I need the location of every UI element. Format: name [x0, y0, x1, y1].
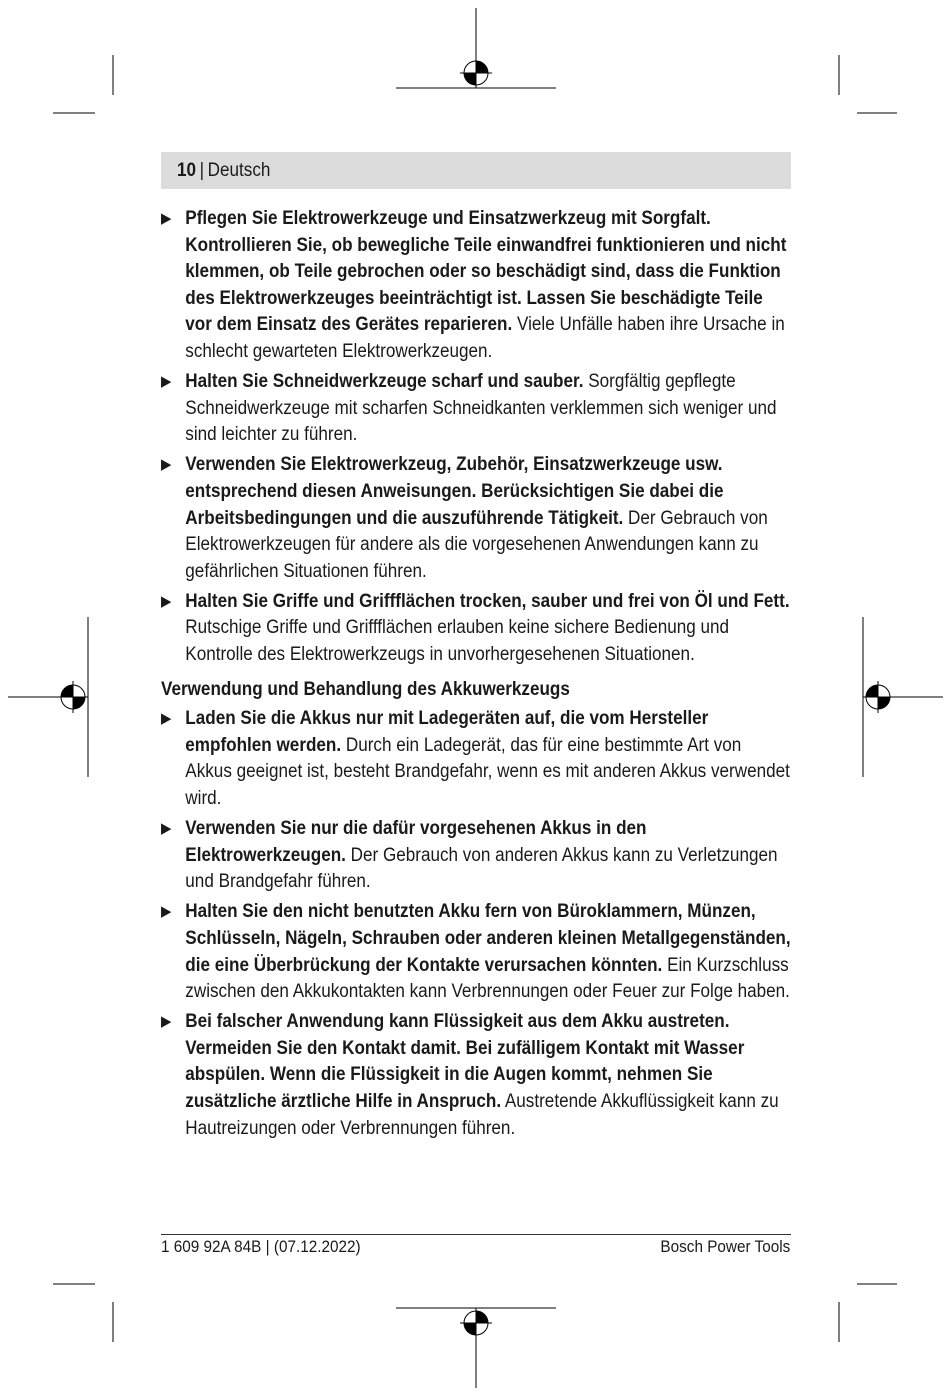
- list-item-emphasis: Halten Sie Griffe und Griffflächen trocken, sauber und frei von Öl und Fett.: [185, 590, 790, 612]
- bullet-arrow-icon: ▶: [161, 592, 172, 610]
- page-number: 10: [177, 159, 197, 181]
- list-item: [161, 899, 791, 1005]
- list-item-emphasis: Verwenden Sie nur die dafür vorgesehenen Akkus in den Elektrowerkzeugen.: [185, 818, 647, 866]
- list-item-text: Ein Kurzschluss zwischen den Akkukontakten kann Verbrennungen oder Feuer zur Folge haben.: [185, 954, 790, 1003]
- list-item: [161, 369, 791, 449]
- list-item-text: Der Gebrauch von anderen Akkus kann zu Verletzungen und Brandgefahr führen.: [185, 844, 778, 893]
- main-content: [161, 206, 791, 1146]
- list-item: [161, 589, 791, 669]
- list-item-text: Sorgfältig gepflegte Schneidwerkzeuge mit scharfen Schneidkanten verklemmen sich weniger und sind leichter zu führen.: [185, 371, 777, 446]
- bullet-arrow-icon: ▶: [161, 903, 172, 921]
- list-item-emphasis: Bei falscher Anwendung kann Flüssigkeit aus dem Akku austreten. Vermeiden Sie den Kontakt damit. Bei zufälligem Kontakt mit Wasser abspülen. Wenn die Flüssigkeit in die Augen kommt, nehmen Sie zusätzliche ärztliche Hilfe in Anspruch.: [185, 1011, 745, 1112]
- footer-brand: Bosch Power Tools: [660, 1237, 790, 1256]
- bullet-arrow-icon: ▶: [161, 820, 172, 838]
- list-item: [161, 1009, 791, 1142]
- page-header: [177, 152, 270, 189]
- list-item: [161, 816, 791, 896]
- list-item-emphasis: Laden Sie die Akkus nur mit Ladegeräten auf, die vom Hersteller empfohlen werden.: [185, 708, 709, 756]
- bullet-arrow-icon: ▶: [161, 210, 172, 227]
- list-item-text: Austretende Akkuflüssigkeit kann zu Hautreizungen oder Verbrennungen führen.: [185, 1091, 779, 1139]
- bullet-arrow-icon: ▶: [161, 1013, 172, 1031]
- list-item-text: Rutschige Griffe und Griffflächen erlauben keine sichere Bedienung und Kontrolle des Elektrowerkzeugs in unvorhergesehenen Situationen.: [185, 617, 730, 665]
- list-item-text: Der Gebrauch von Elektrowerkzeugen für andere als die vorgesehenen Anwendungen kann zu gefährlichen Situationen führen.: [185, 507, 768, 582]
- header-language: Deutsch: [207, 159, 271, 181]
- list-item: [161, 452, 791, 585]
- list-item-text: Durch ein Ladegerät, das für eine bestimmte Art von Akkus geeignet ist, besteht Brandgefahr, wenn es mit anderen Akkus verwendet wird.: [185, 734, 790, 809]
- section-heading: Verwendung und Behandlung des Akkuwerkzeugs: [161, 678, 570, 700]
- list-item: [161, 206, 791, 366]
- footer-document-id: 1 609 92A 84B | (07.12.2022): [161, 1237, 361, 1256]
- footer-rule: [161, 1234, 791, 1235]
- list-item-emphasis: Verwenden Sie Elektrowerkzeug, Zubehör, Einsatzwerkzeuge usw. entsprechend diesen Anweisungen. Berücksichtigen Sie dabei die Arbeitsbedingungen und die auszuführende Tätigkeit.: [185, 454, 724, 529]
- bullet-arrow-icon: ▶: [161, 373, 172, 391]
- list-item-text: Viele Unfälle haben ihre Ursache in schlecht gewarteten Elektrowerkzeugen.: [185, 314, 785, 362]
- list-item-emphasis: Halten Sie den nicht benutzten Akku fern von Büroklammern, Münzen, Schlüsseln, Nägeln, Schrauben oder anderen kleinen Metallgegenständen, die eine Überbrückung der Kontakte verursachen könnten.: [185, 901, 791, 976]
- bullet-arrow-icon: ▶: [161, 456, 172, 474]
- list-item-emphasis: Halten Sie Schneidwerkzeuge scharf und sauber.: [185, 371, 584, 393]
- list-item-emphasis: Pflegen Sie Elektrowerkzeuge und Einsatzwerkzeug mit Sorgfalt. Kontrollieren Sie, ob bewegliche Teile einwandfrei funktionieren und nicht klemmen, ob Teile gebrochen oder so beschädigt sind, dass die Funktion des Elektrowerkzeuges beeinträchtigt ist. Lassen Sie beschädigte Teile vor dem Einsatz des Gerätes reparieren.: [185, 208, 787, 336]
- bullet-arrow-icon: ▶: [161, 710, 172, 728]
- list-item: [161, 706, 791, 812]
- header-separator: |: [199, 159, 205, 181]
